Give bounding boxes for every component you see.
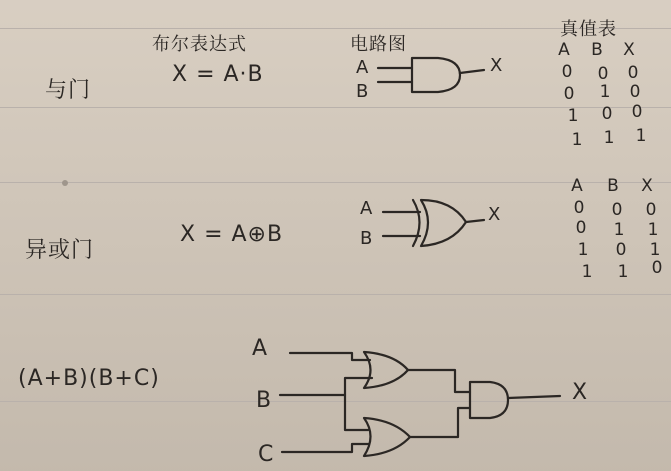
xor-tt-cell: 1 — [647, 220, 659, 240]
xor-tt-cell: 0 — [573, 198, 585, 218]
and-gate-name: 与门 — [45, 78, 92, 103]
and-output-label: X — [490, 55, 504, 76]
xor-tt-cell: 1 — [617, 262, 629, 282]
xor-tt-col-x: X — [641, 176, 653, 196]
combo-output-wire — [508, 396, 560, 398]
xor-tt-cell: 1 — [581, 262, 593, 282]
xor-tt-cell: 0 — [645, 200, 657, 220]
xor-input-a-label: A — [360, 198, 374, 219]
and-gate-body — [412, 58, 460, 92]
and-input-b-label: B — [356, 81, 370, 102]
circuit-header: 电路图 — [350, 34, 407, 55]
xor-tt-cell: 0 — [575, 218, 587, 238]
and-tt-cell: 0 — [601, 104, 613, 124]
and-tt-cell: 0 — [597, 64, 609, 84]
and-tt-cell: 0 — [563, 84, 575, 104]
xor-tt-cell: 1 — [577, 240, 589, 260]
expression-header: 布尔表达式 — [152, 34, 247, 55]
combo-and-gate — [470, 382, 508, 418]
and-output-wire — [460, 70, 484, 73]
truth-table-header: 真值表 — [560, 19, 617, 40]
and-tt-col-x: X — [623, 40, 635, 60]
combo-expression: (A+B)(B+C) — [18, 366, 160, 391]
xor-tt-cell: 0 — [611, 200, 623, 220]
and-tt-cell: 1 — [567, 106, 579, 126]
and-tt-col-a: A — [558, 40, 570, 60]
and-input-a-label: A — [356, 57, 370, 78]
xor-gate-name: 异或门 — [25, 238, 95, 263]
combo-wire-a — [290, 353, 370, 360]
combo-wire-b-bottom — [345, 395, 368, 430]
xor-tt-cell: 1 — [649, 240, 661, 260]
xor-input-b-label: B — [360, 228, 374, 249]
combo-wire-or1-to-and — [408, 370, 470, 392]
xor-tt-cell: 0 — [615, 240, 627, 260]
and-tt-cell: 1 — [603, 128, 615, 148]
xor-tt-col-a: A — [571, 176, 583, 196]
and-tt-cell: 1 — [571, 130, 583, 150]
and-gate-symbol — [378, 58, 484, 92]
combo-input-a-label: A — [252, 336, 269, 361]
and-tt-cell: 0 — [631, 102, 643, 122]
combo-wire-c — [282, 444, 368, 452]
and-tt-cell: 0 — [629, 82, 641, 102]
and-tt-cell: 0 — [627, 63, 639, 83]
combo-input-c-label: C — [258, 442, 275, 467]
and-tt-col-b: B — [591, 40, 603, 60]
xor-output-wire — [466, 220, 484, 222]
and-tt-cell: 1 — [599, 82, 611, 102]
and-tt-cell: 1 — [635, 126, 647, 146]
combo-or-gate-bottom — [364, 418, 410, 456]
xor-tt-cell: 1 — [613, 220, 625, 240]
combo-or-gate-top — [364, 352, 408, 388]
xor-gate-expression: X = A⊕B — [180, 222, 284, 247]
combo-wire-b-top — [280, 378, 372, 395]
xor-tt-cell: 0 — [651, 258, 663, 278]
combo-circuit — [280, 352, 560, 456]
xor-gate-body — [421, 200, 466, 246]
xor-tt-col-b: B — [607, 176, 619, 196]
xor-output-label: X — [488, 204, 502, 225]
combo-input-b-label: B — [256, 388, 273, 413]
combo-wire-or2-to-and — [410, 408, 470, 437]
combo-output-label: X — [572, 380, 589, 405]
xor-extra-arc — [413, 200, 420, 246]
xor-gate-symbol — [383, 200, 484, 246]
and-gate-expression: X = A·B — [172, 62, 264, 87]
and-tt-cell: 0 — [561, 62, 573, 82]
